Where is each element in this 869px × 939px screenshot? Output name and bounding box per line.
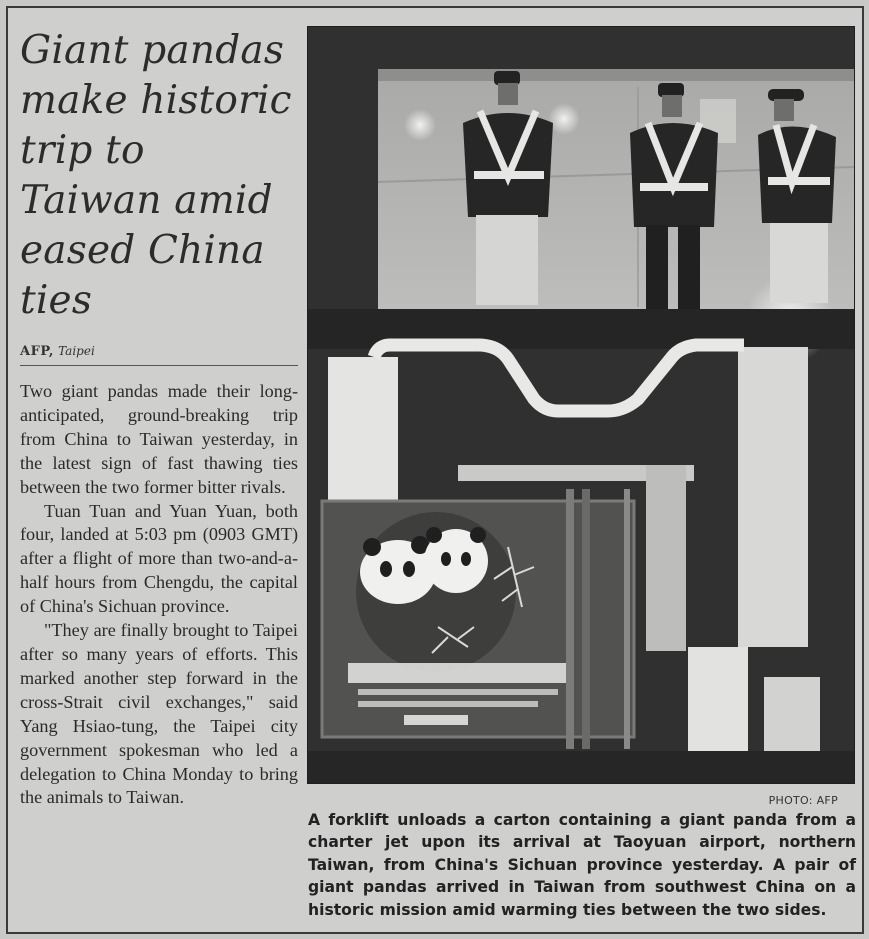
byline [20, 344, 298, 366]
news-photo [307, 26, 855, 784]
article-paragraph: Tuan Tuan and Yuan Yuan, both four, landed at 5:03 pm (0903 GMT) after a flight of more than two-and-a-half hours from Chengdu, the capital of China's Sichuan province. [20, 500, 298, 617]
headline: Giant pandas make historic trip to Taiwan amid eased China ties [20, 28, 292, 323]
article-column [20, 26, 298, 931]
article-paragraph: "They are finally brought to Taipei after so many years of efforts. This marked another step forward in the cross-Strait civil exchanges," said Yang Hsiao-tung, the Taipei city government spokesman who led a delegation to China Monday to bring the animals to Taiwan. [20, 620, 298, 808]
photo-caption: A forklift unloads a carton containing a giant panda from a charter jet upon its arrival at Taoyuan airport, northern Taiwan, from China's Sichuan province yesterday. A pair of giant pandas arrived in Taiwan from southwest China on a historic mission amid warming ties between the two sides. [308, 811, 856, 919]
panda-icon [424, 527, 488, 593]
byline-agency: AFP, [20, 344, 54, 359]
panda-icon [360, 536, 436, 604]
article-paragraph: Two giant pandas made their long-anticipated, ground-breaking trip from China to Taiwan yesterday, in the latest sign of fast thawing ties between the two former bitter rivals. [20, 381, 298, 497]
article-body [20, 380, 298, 810]
photo-credit: PHOTO: AFP [768, 794, 838, 807]
byline-city: Taipei [58, 344, 95, 358]
newspaper-clipping [6, 6, 864, 934]
forklift-photo-illustration [308, 27, 854, 783]
